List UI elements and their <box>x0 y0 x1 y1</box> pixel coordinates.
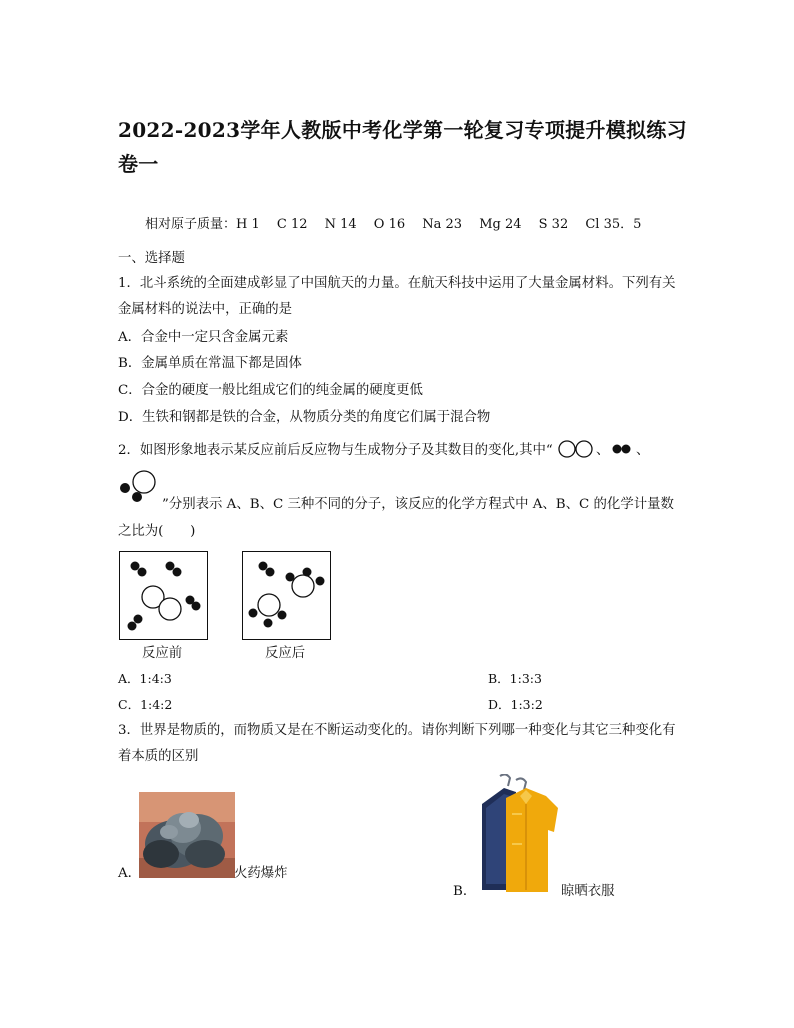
q2-separator-1: 、 <box>596 443 610 458</box>
q2-option-d: D．1:3:2 <box>488 697 543 712</box>
q3-stem-line1: 3．世界是物质的，而物质又是在不断运动变化的。请你判断下列哪一种变化与其它三种变化有 <box>118 723 676 738</box>
molecule-a-icon <box>557 438 597 460</box>
q1-stem-line2: 金属材料的说法中，正确的是 <box>118 302 293 317</box>
diagram-before-box <box>119 551 208 640</box>
q1-option-a: A．合金中一定只含金属元素 <box>118 330 289 345</box>
q1-option-b: B．金属单质在常温下都是固体 <box>118 356 302 371</box>
diagram-after-box <box>242 551 331 640</box>
q2-option-b: B．1:3:3 <box>488 671 542 686</box>
explosion-image <box>139 792 235 878</box>
q2-separator-2: 、 <box>636 443 650 458</box>
molecule-b-icon <box>612 442 634 456</box>
clothes-image <box>476 774 560 894</box>
q1-stem-line1: 1．北斗系统的全面建成彰显了中国航天的力量。在航天科技中运用了大量金属材料。下列有关 <box>118 276 676 291</box>
label-after-reaction: 反应后 <box>265 646 306 661</box>
diagram-before-molecules <box>120 552 207 639</box>
q1-option-d: D．生铁和钢都是铁的合金，从物质分类的角度它们属于混合物 <box>118 410 491 425</box>
q2-stem-part1: 2．如图形象地表示某反应前后反应物与生成物分子及其数目的变化,其中“ <box>118 443 553 458</box>
q2-option-c: C．1:4:2 <box>118 697 173 712</box>
q3-option-b-text: 晾晒衣服 <box>561 884 615 899</box>
q3-option-b-letter: B． <box>453 884 477 899</box>
document-title-line2: 卷一 <box>118 152 159 176</box>
section-heading: 一、选择题 <box>118 251 185 266</box>
diagram-after-molecules <box>243 552 330 639</box>
q3-option-a-letter: A． <box>118 866 142 881</box>
document-title-line1: 2022-2023学年人教版中考化学第一轮复习专项提升模拟练习 <box>118 118 687 142</box>
q3-option-a-text: 火药爆炸 <box>234 866 288 881</box>
label-before-reaction: 反应前 <box>142 646 183 661</box>
clothes-picture <box>476 774 560 894</box>
q2-stem-line2: ”分别表示 A、B、C 三种不同的分子，该反应的化学方程式中 A、B、C 的化学计量数 <box>162 497 674 512</box>
molecule-c-icon <box>118 468 162 504</box>
atomic-masses: 相对原子质量：H 1 C 12 N 14 O 16 Na 23 Mg 24 S 32 Cl 35．5 <box>145 217 642 232</box>
explosion-picture <box>139 792 235 878</box>
q2-stem-line3: 之比为( ) <box>118 524 196 539</box>
q3-stem-line2: 着本质的区别 <box>118 749 199 764</box>
q1-option-c: C．合金的硬度一般比组成它们的纯金属的硬度更低 <box>118 383 423 398</box>
q2-option-a: A．1:4:3 <box>118 671 172 686</box>
